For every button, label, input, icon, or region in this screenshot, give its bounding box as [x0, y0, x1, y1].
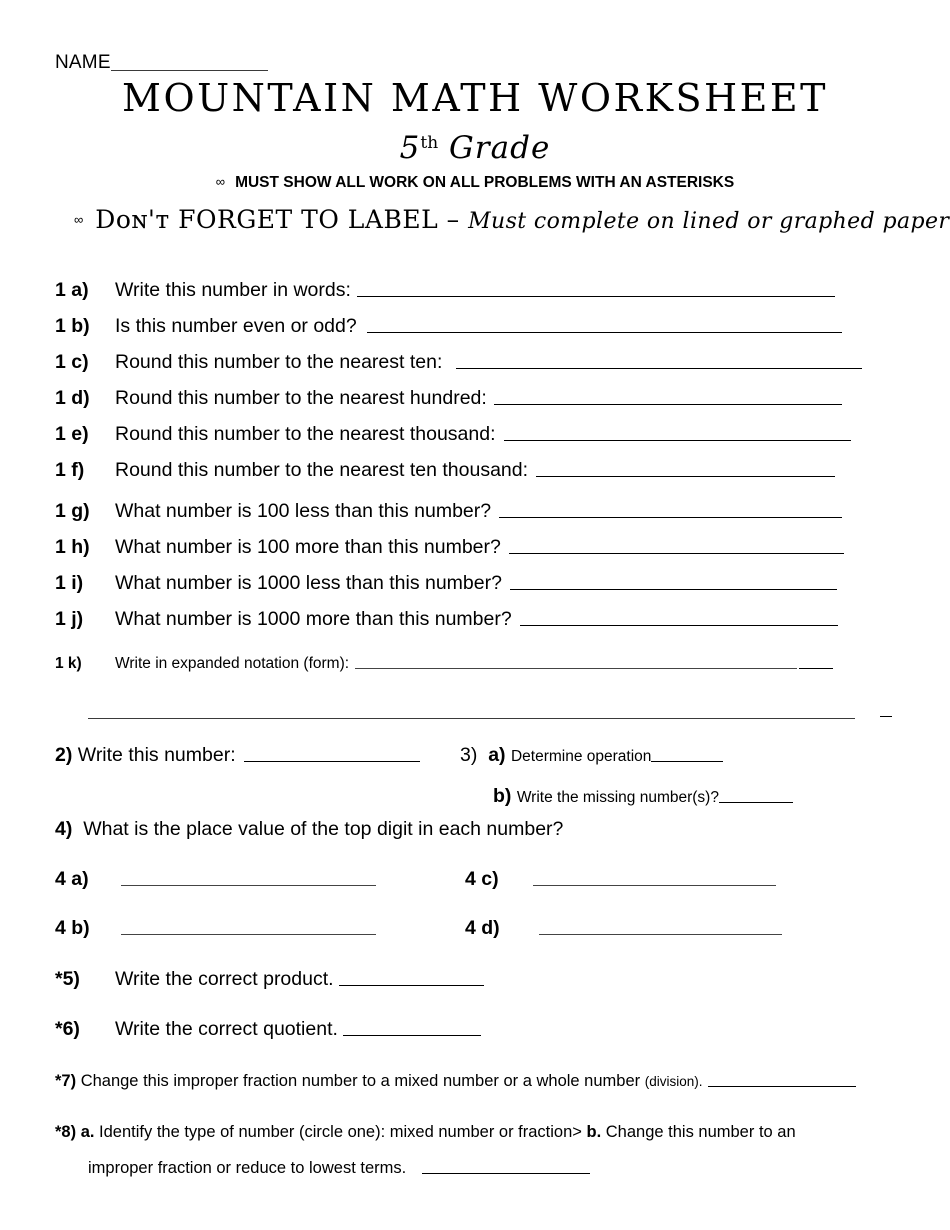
question-1h — [55, 536, 844, 558]
question-5 — [55, 968, 484, 990]
question-6-tag: *6) — [55, 1018, 80, 1040]
question-1i-text: What number is 1000 less than this number? — [115, 572, 502, 594]
question-1i-blank[interactable] — [510, 574, 837, 590]
question-1k-tag: 1 k) — [55, 655, 82, 672]
question-1j — [55, 608, 838, 630]
question-1e-text: Round this number to the nearest thousand: — [115, 423, 496, 445]
question-7-text: Change this improper fraction number to a mixed number or a whole number — [80, 1072, 641, 1090]
question-5-tag: *5) — [55, 968, 80, 990]
note-label-paper — [74, 206, 949, 236]
question-8-blank[interactable] — [422, 1158, 590, 1174]
question-2-blank[interactable] — [244, 746, 420, 762]
question-1f — [55, 459, 835, 481]
question-5-text: Write the correct product. — [115, 968, 334, 990]
question-1d-blank[interactable] — [494, 389, 842, 405]
question-1j-text: What number is 1000 more than this number? — [115, 608, 512, 630]
question-4c-tag: 4 c) — [465, 868, 499, 890]
question-1a-tag: 1 a) — [55, 279, 89, 301]
question-1d-text: Round this number to the nearest hundred: — [115, 387, 487, 409]
question-1b-text: Is this number even or odd? — [115, 315, 357, 337]
question-3b-text: Write the missing number(s)? — [516, 789, 719, 806]
question-1d — [55, 387, 842, 409]
question-3a-text: Determine operation — [510, 748, 652, 765]
question-8a-tag: a. — [80, 1123, 95, 1141]
name-label: NAME — [55, 52, 111, 73]
question-4d-blank[interactable] — [539, 920, 782, 935]
question-3a-blank[interactable] — [651, 746, 723, 762]
question-1g-text: What number is 100 less than this number? — [115, 500, 492, 522]
question-4d-tag: 4 d) — [465, 917, 500, 939]
question-3-tag: 3) — [460, 744, 478, 766]
question-4b — [55, 917, 376, 939]
question-8b-text: Change this number to an — [605, 1123, 796, 1141]
name-blank-line[interactable] — [111, 70, 268, 71]
question-1a-blank[interactable] — [357, 281, 835, 297]
note-show-work-text: MUST SHOW ALL WORK ON ALL PROBLEMS WITH AN ASTERISKS — [235, 174, 735, 191]
question-6-text: Write the correct quotient. — [115, 1018, 338, 1040]
question-8 — [55, 1121, 796, 1143]
grade-ordinal: th — [420, 133, 439, 153]
question-1c-text: Round this number to the nearest ten: — [115, 351, 443, 373]
note-label-tail: Must complete on lined or graphed paper — [468, 209, 950, 234]
question-1c-blank[interactable] — [456, 353, 862, 369]
question-1e-blank[interactable] — [504, 425, 851, 441]
question-4a-blank[interactable] — [121, 871, 376, 886]
question-4b-tag: 4 b) — [55, 917, 90, 939]
question-4b-blank[interactable] — [121, 920, 376, 935]
question-8-line2-text: improper fraction or reduce to lowest terms. — [88, 1159, 407, 1177]
question-1e — [55, 423, 851, 445]
question-4d — [465, 917, 782, 939]
question-1i-tag: 1 i) — [55, 572, 84, 594]
question-5-blank[interactable] — [339, 970, 484, 986]
question-4a-tag: 4 a) — [55, 868, 89, 890]
question-1h-tag: 1 h) — [55, 536, 90, 558]
note-label-caps: Dᴏɴ'ᴛ FORGET TO LABEL – — [95, 205, 469, 234]
worksheet-title: MOUNTAIN MATH WORKSHEET — [122, 76, 828, 120]
question-1g — [55, 500, 842, 522]
question-7-tag: *7) — [55, 1072, 77, 1090]
expanded-notation-continuation-line[interactable] — [88, 718, 855, 719]
question-1e-tag: 1 e) — [55, 423, 89, 445]
expanded-notation-continuation-dash — [880, 716, 892, 717]
question-1h-text: What number is 100 more than this number? — [115, 536, 501, 558]
question-1k-text: Write in expanded notation (form): — [115, 655, 350, 672]
question-3a-tag: a) — [488, 744, 506, 766]
question-8b-tag: b. — [586, 1123, 602, 1141]
question-1g-blank[interactable] — [499, 502, 842, 518]
grade-word: Grade — [449, 130, 551, 166]
question-1b-tag: 1 b) — [55, 315, 90, 337]
question-8-tag: *8) — [55, 1123, 77, 1141]
note-show-work — [0, 174, 950, 192]
question-3b-tag: b) — [493, 785, 512, 807]
question-4c — [465, 868, 776, 890]
question-6-blank[interactable] — [343, 1020, 481, 1036]
question-1b-blank[interactable] — [367, 317, 842, 333]
question-1j-blank[interactable] — [520, 610, 838, 626]
infinity-bullet-icon-2: ∞ — [74, 212, 84, 227]
question-1c-tag: 1 c) — [55, 351, 89, 373]
question-1c — [55, 351, 862, 373]
question-7 — [55, 1070, 856, 1093]
question-1k — [55, 653, 833, 675]
question-1f-blank[interactable] — [536, 461, 835, 477]
question-7-note: (division). — [644, 1074, 703, 1089]
question-8a-text: Identify the type of number (circle one): mixed number or fraction> — [99, 1123, 582, 1141]
grade-number: 5 — [399, 130, 421, 166]
question-1f-tag: 1 f) — [55, 459, 85, 481]
name-field-row — [55, 52, 268, 74]
question-1i — [55, 572, 837, 594]
question-4-tag: 4) — [55, 818, 73, 840]
worksheet-subtitle — [0, 126, 950, 165]
question-1k-blank-tail[interactable] — [799, 653, 833, 669]
question-1h-blank[interactable] — [509, 538, 844, 554]
infinity-bullet-icon: ∞ — [215, 174, 226, 189]
question-8-line2 — [88, 1157, 590, 1179]
question-4c-blank[interactable] — [533, 871, 776, 886]
question-3b — [493, 785, 793, 809]
question-3b-blank[interactable] — [719, 787, 793, 803]
question-1d-tag: 1 d) — [55, 387, 90, 409]
question-7-blank[interactable] — [708, 1071, 856, 1087]
question-1f-text: Round this number to the nearest ten thousand: — [115, 459, 529, 481]
question-4a — [55, 868, 376, 890]
question-2 — [55, 744, 420, 766]
question-1j-tag: 1 j) — [55, 608, 84, 630]
question-1b — [55, 315, 842, 337]
question-1a-text: Write this number in words: — [115, 279, 351, 301]
question-4 — [55, 818, 563, 840]
question-3a — [460, 744, 723, 768]
question-6 — [55, 1018, 481, 1040]
question-2-text: Write this number: — [77, 744, 236, 766]
question-1k-blank[interactable] — [355, 654, 797, 669]
question-4-text: What is the place value of the top digit in each number? — [83, 818, 564, 840]
question-1a — [55, 279, 835, 301]
question-1g-tag: 1 g) — [55, 500, 90, 522]
question-2-tag: 2) — [55, 744, 73, 766]
